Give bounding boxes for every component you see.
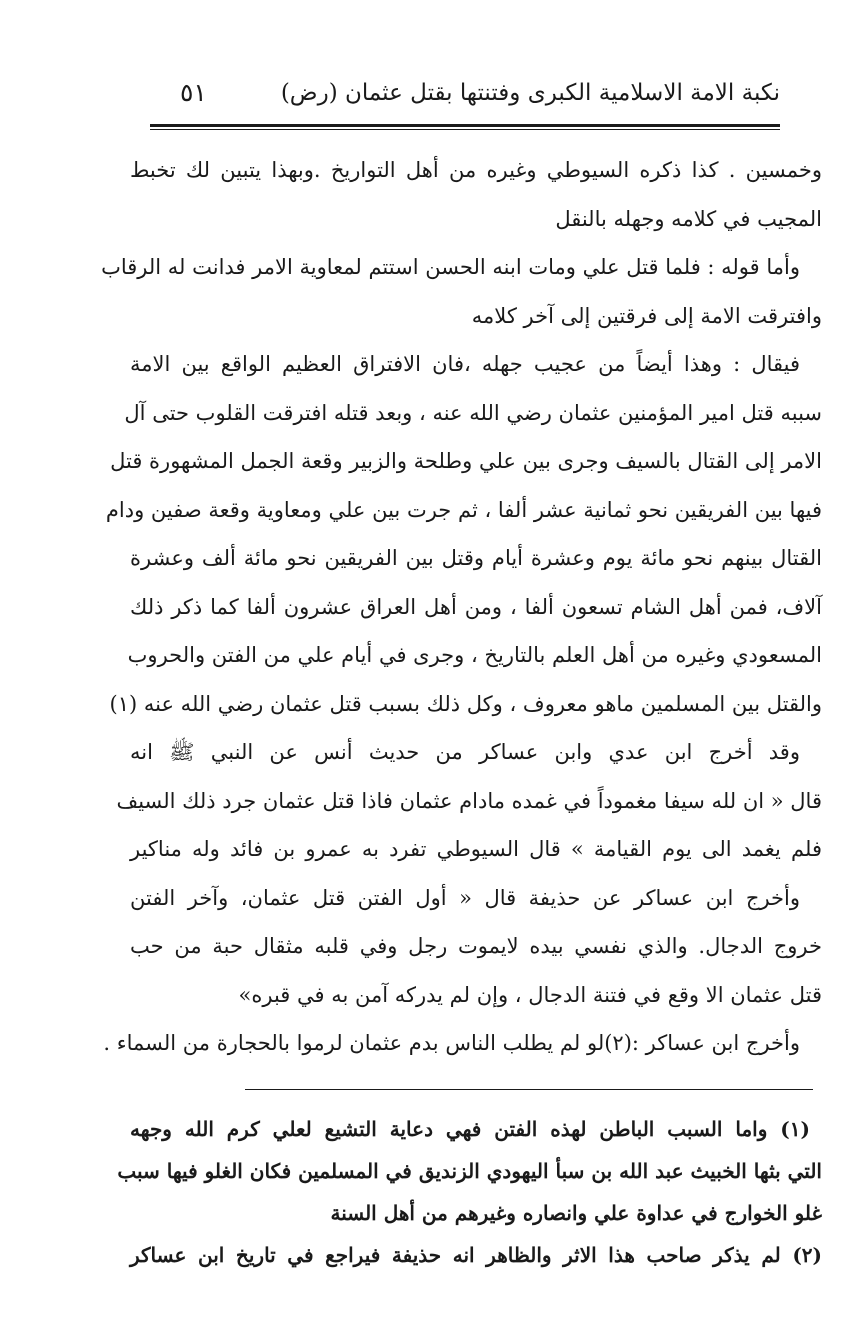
- text-line: المجيب في كلامه وجهله بالنقل: [555, 206, 822, 231]
- header-rule-thin: [150, 129, 780, 130]
- text-line: قتل عثمان الا وقع في فتنة الدجال ، وإن لم يدركه آمن به في قبره»: [238, 982, 822, 1007]
- text-line: آلاف، فمن أهل الشام تسعون ألفا ، ومن أهل العراق عشرون ألفا كما ذكر ذلك: [130, 594, 822, 619]
- text-line: وأخرج ابن عساكر :(٢)لو لم يطلب الناس بدم عثمان لرموا بالحجارة من السماء .: [103, 1031, 800, 1055]
- text-line: القتال بينهم نحو مائة يوم وعشرة أيام وقتل بين الفريقين نحو مائة ألف وعشرة: [130, 546, 822, 570]
- header-rule: [150, 124, 780, 127]
- text-line: فيقال : وهذا أيضاً من عجيب جهله ،فان الافتراق العظيم الواقع بين الامة: [130, 352, 800, 376]
- main-text: [101, 146, 822, 1068]
- footnote-line: التي بثها الخبيث عبد الله بن سبأ اليهودي الزنديق في المسلمين فكان الغلو فيها سبب: [117, 1159, 822, 1183]
- footnotes: [117, 1108, 822, 1276]
- page-header: [150, 72, 780, 122]
- footnote-separator: [245, 1089, 813, 1090]
- text-line: فيها بين الفريقين نحو ثمانية عشر ألفا ، ثم جرت بين علي ومعاوية وقعة صفين ودام: [105, 497, 822, 522]
- text-line: والقتل بين المسلمين ماهو معروف ، وكل ذلك بسبب قتل عثمان رضي الله عنه (١): [109, 691, 822, 716]
- text-line: قال « ان لله سيفا مغموداً في غمده مادام عثمان فاذا قتل عثمان جرد ذلك السيف: [116, 788, 822, 813]
- page-number: ٥١: [180, 78, 207, 107]
- text-line: سببه قتل امير المؤمنين عثمان رضي الله عنه ، وبعد قتله افترقت القلوب حتى آل: [124, 400, 822, 425]
- text-line: الامر إلى القتال بالسيف وجرى بين علي وطلحة والزبير وقعة الجمل المشهورة قتل: [110, 449, 822, 473]
- text-line: وأخرج ابن عساكر عن حذيفة قال « أول الفتن قتل عثمان، وآخر الفتن: [130, 885, 800, 910]
- text-line: فلم يغمد الى يوم القيامة » قال السيوطي تفرد به عمرو بن فائد وله مناكير: [130, 837, 822, 861]
- footnote-line: (١) واما السبب الباطن لهذه الفتن فهي دعاية التشيع لعلي كرم الله وجهه: [130, 1117, 810, 1141]
- text-line: وافترقت الامة إلى فرقتين إلى آخر كلامه: [471, 303, 822, 328]
- text-line: وخمسين . كذا ذكره السيوطي وغيره من أهل التواريخ .وبهذا يتبين لك تخبط: [130, 158, 822, 182]
- running-title: نكبة الامة الاسلامية الكبرى وفتنتها بقتل عثمان (رض): [280, 80, 780, 106]
- footnote-line: غلو الخوارج في عداوة علي وانصاره وغيرهم من أهل السنة: [330, 1201, 822, 1225]
- text-line: المسعودي وغيره من أهل العلم بالتاريخ ، وجرى في أيام علي من الفتن والحروب: [127, 643, 822, 667]
- text-line: خروج الدجال. والذي نفسي بيده لايموت رجل وفي قلبه مثقال حبة من حب: [130, 934, 822, 958]
- text-line: وقد أخرج ابن عدي وابن عساكر من حديث أنس عن النبي ﷺ انه: [130, 740, 800, 764]
- text-line: وأما قوله : فلما قتل علي ومات ابنه الحسن استتم لمعاوية الامر فدانت له الرقاب: [101, 255, 800, 279]
- footnote-line: (٢) لم يذكر صاحب هذا الاثر والظاهر انه حذيفة فيراجع في تاريخ ابن عساكر: [130, 1243, 822, 1267]
